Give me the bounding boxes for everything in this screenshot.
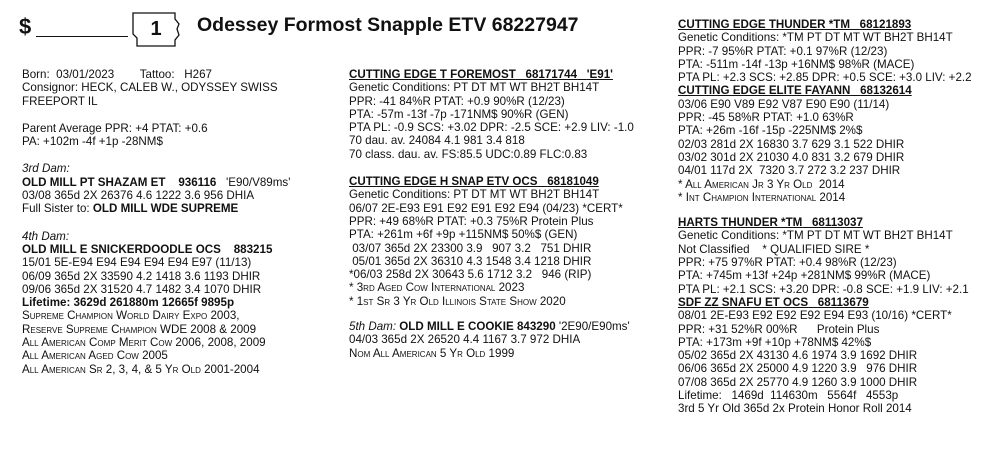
snafu-line: PTA: +173m +9f +10p +78NM$ 42%$: [678, 335, 872, 349]
sire1-reg: 68171744: [525, 68, 578, 81]
third-dam-heading: [22, 176, 290, 189]
fayann-honor: * Int Champion International 2014: [678, 190, 846, 204]
snafu-name: SDF ZZ SNAFU ET OCS: [678, 295, 809, 309]
snafu-line: Lifetime: 1469d 114630m 5564f 4553p: [678, 389, 899, 403]
fifth-dam-heading: [349, 320, 634, 333]
harts-reg: 68113037: [811, 216, 863, 230]
harts-name: HARTS THUNDER *TM: [678, 216, 803, 230]
honor-line: All American Comp Merit Cow 2006, 2008, 2009: [22, 336, 266, 350]
born-line: [22, 68, 290, 81]
fayann-honor: * All American Jr 3 Yr Old 2014: [678, 177, 845, 191]
column-sire-info: [349, 68, 634, 360]
fifth-dam-name: OLD MILL E COOKIE: [399, 320, 514, 334]
fayann-name: CUTTING EDGE ELITE FAYANN: [678, 84, 851, 98]
fayann-line: 03/02 301d 2X 21030 4.0 831 3.2 679 DHIR: [678, 150, 905, 164]
honor-line: All American Sr 2, 3, 4, & 5 Yr Old 2001-2004: [22, 362, 260, 376]
sire1-line: PTA PL: -0.9 SCS: +3.02 DPR: -2.5 SCE: +2.9 LIV: -1.0: [349, 121, 634, 135]
price-blank-line: [36, 36, 128, 37]
fourth-dam-line: 15/01 5E-E94 E94 E94 E94 E94 E97 (11/13): [22, 256, 252, 270]
parent-average-line-2: PA: +102m -4f +1p -28NM$: [22, 135, 163, 149]
third-dam-record: 03/08 365d 2X 26376 4.6 1222 3.6 956 DHIA: [22, 189, 255, 203]
snafu-line: 05/02 365d 2X 43130 4.6 1974 3.9 1692 DHIR: [678, 349, 918, 363]
sire2-line: Genetic Conditions: PT DT MT WT BH2T BH14T: [349, 188, 600, 202]
honor-line: All American Aged Cow 2005: [22, 349, 168, 363]
sire2-record: *06/03 258d 2X 30643 5.6 1712 3.2 946 (RIP): [349, 268, 592, 282]
sire2-line: PTA: +261m +6f +9p +115NM$ 50%$ (GEN): [349, 228, 578, 242]
fourth-dam-label: 4th Dam:: [22, 229, 70, 243]
thunder-line: Genetic Conditions: *TM PT DT MT WT BH2T BH14T: [678, 31, 953, 45]
consignor-line-1: Consignor: HECK, CALEB W., ODYSSEY SWISS: [22, 81, 278, 95]
tattoo-label: Tattoo:: [139, 68, 175, 81]
fayann-line: 02/03 281d 2X 16830 3.7 629 3.1 522 DHIR: [678, 137, 905, 151]
sire1-line: PPR: -41 84%R PTAT: +0.9 90%R (12/23): [349, 94, 565, 108]
harts-line: PTA PL: +2.1 SCS: +3.20 DPR: -0.8 SCE: +1.9 LIV: +2.1: [678, 282, 969, 296]
snafu-line: 08/01 2E-E93 E92 E92 E92 E94 E93 (10/16) *CERT*: [678, 309, 952, 323]
sire1-line: Genetic Conditions: PT DT MT WT BH2T BH14T: [349, 81, 600, 95]
third-dam-reg: 936116: [178, 175, 217, 189]
tattoo-value: H267: [184, 68, 212, 81]
thunder-line: PTA: -511m -14f -13p +16NM$ 98%R (MACE): [678, 57, 915, 71]
thunder-reg: 68121893: [859, 18, 912, 31]
fifth-dam-honor: Nom All American 5 Yr Old 1999: [349, 346, 515, 360]
price-sign: $: [19, 14, 32, 39]
sire1-line: PTA: -57m -13f -7p -171NM$ 90%R (GEN): [349, 107, 569, 121]
fayann-line: 04/01 117d 2X 7320 3.7 272 3.2 237 DHIR: [678, 164, 901, 178]
fifth-dam-class: '2E90/E90ms': [558, 320, 630, 334]
fayann-heading: [678, 84, 972, 97]
sire2-line: PPR: +49 68%R PTAT: +0.3 75%R Protein Plus: [349, 214, 594, 228]
born-label: Born:: [22, 68, 50, 81]
fayann-line: 03/06 E90 V89 E92 V87 E90 E90 (11/14): [678, 97, 890, 111]
sire2-reg: 68181049: [547, 175, 599, 189]
snafu-reg: 68113679: [817, 295, 869, 309]
sire1-name: CUTTING EDGE T FOREMOST: [349, 68, 516, 81]
third-dam-name: OLD MILL PT SHAZAM ET: [22, 175, 166, 189]
sire1-line: 70 dau. av. 24084 4.1 981 3.4 818: [349, 134, 525, 148]
harts-line: PTA: +745m +13f +24p +281NM$ 99%R (MACE): [678, 269, 931, 283]
parent-average-line-1: Parent Average PPR: +4 PTAT: +0.6: [22, 121, 208, 135]
honor-line: Supreme Champion World Dairy Expo 2003,: [22, 309, 240, 323]
fayann-line: PTA: +26m -16f -15p -225NM$ 2%$: [678, 124, 863, 138]
lot-title: Odessey Formost Snapple ETV 68227947: [197, 14, 579, 36]
sire2-honor: * 1st Sr 3 Yr Old Illinois State Show 2020: [349, 294, 566, 308]
full-sister-label: Full Sister to:: [22, 202, 90, 216]
fourth-dam-line: 06/09 365d 2X 33590 4.2 1418 3.6 1193 DHIR: [22, 269, 261, 283]
fifth-dam-record: 04/03 365d 2X 26520 4.4 1167 3.7 972 DHIA: [349, 333, 581, 347]
fifth-dam-reg: 843290: [516, 320, 556, 334]
thunder-heading: [678, 18, 972, 31]
snafu-line: 07/08 365d 2X 25770 4.9 1260 3.9 1000 DHIR: [678, 375, 918, 389]
column-dam-info: [22, 68, 290, 376]
fayann-reg: 68132614: [860, 84, 912, 98]
harts-line: PPR: +75 97%R PTAT: +0.4 98%R (12/23): [678, 256, 897, 270]
honor-line: Reserve Supreme Champion WDE 2008 & 2009: [22, 322, 257, 336]
sire1-line: 70 class. dau. av. FS:85.5 UDC:0.89 FLC:0.83: [349, 147, 588, 161]
fourth-dam-line: 09/06 365d 2X 31520 4.7 1482 3.4 1070 DHIR: [22, 282, 262, 296]
snafu-line: 3rd 5 Yr Old 365d 2x Protein Honor Roll 2014: [678, 402, 912, 416]
harts-heading: [678, 216, 972, 229]
thunder-name: CUTTING EDGE THUNDER *TM: [678, 18, 850, 31]
fourth-dam-name: OLD MILL E SNICKERDOODLE OCS: [22, 242, 221, 256]
harts-line: Genetic Conditions: *TM PT DT MT WT BH2T BH14T: [678, 229, 953, 243]
born-value: 03/01/2023: [56, 68, 115, 81]
thunder-line: PPR: -7 95%R PTAT: +0.1 97%R (12/23): [678, 44, 888, 58]
lot-number: 1: [150, 18, 162, 40]
full-sister-name: OLD MILL WDE SUPREME: [92, 202, 239, 216]
full-sister-line: [22, 202, 290, 215]
sire2-honor: * 3rd Aged Cow International 2023: [349, 281, 525, 295]
fourth-dam-lifetime: Lifetime: 3629d 261880m 12665f 9895p: [22, 296, 235, 310]
sire1-heading: [349, 68, 634, 81]
sire2-heading: [349, 175, 634, 188]
fourth-dam-reg: 883215: [233, 242, 273, 256]
third-dam-label: 3rd Dam:: [22, 162, 70, 176]
harts-line: Not Classified * QUALIFIED SIRE *: [678, 242, 870, 256]
column-sire-pedigree: [678, 18, 972, 416]
fayann-line: PPR: -45 58%R PTAT: +1.0 63%R: [678, 111, 854, 125]
sire1-class: 'E91': [586, 68, 613, 81]
sire2-record: 05/01 365d 2X 36310 4.3 1548 3.4 1218 DHIR: [349, 254, 592, 268]
thunder-line: PTA PL: +2.3 SCS: +2.85 DPR: +0.5 SCE: +3.0 LIV: +2.2: [678, 71, 972, 85]
consignor-line-2: FREEPORT IL: [22, 94, 98, 108]
sire2-line: 06/07 2E-E93 E91 E92 E91 E92 E94 (04/23) *CERT*: [349, 201, 623, 215]
snafu-line: PPR: +31 52%R 00%R Protein Plus: [678, 322, 880, 336]
third-dam-class: 'E90/V89ms': [226, 175, 291, 189]
sire2-name: CUTTING EDGE H SNAP ETV OCS: [349, 175, 538, 189]
snafu-line: 06/06 365d 2X 25000 4.9 1220 3.9 976 DHIR: [678, 362, 918, 376]
sire2-record: 03/07 365d 2X 23300 3.9 907 3.2 751 DHIR: [349, 241, 592, 255]
fifth-dam-label: 5th Dam:: [349, 320, 397, 334]
fourth-dam-heading: [22, 243, 290, 256]
snafu-heading: [678, 296, 972, 309]
